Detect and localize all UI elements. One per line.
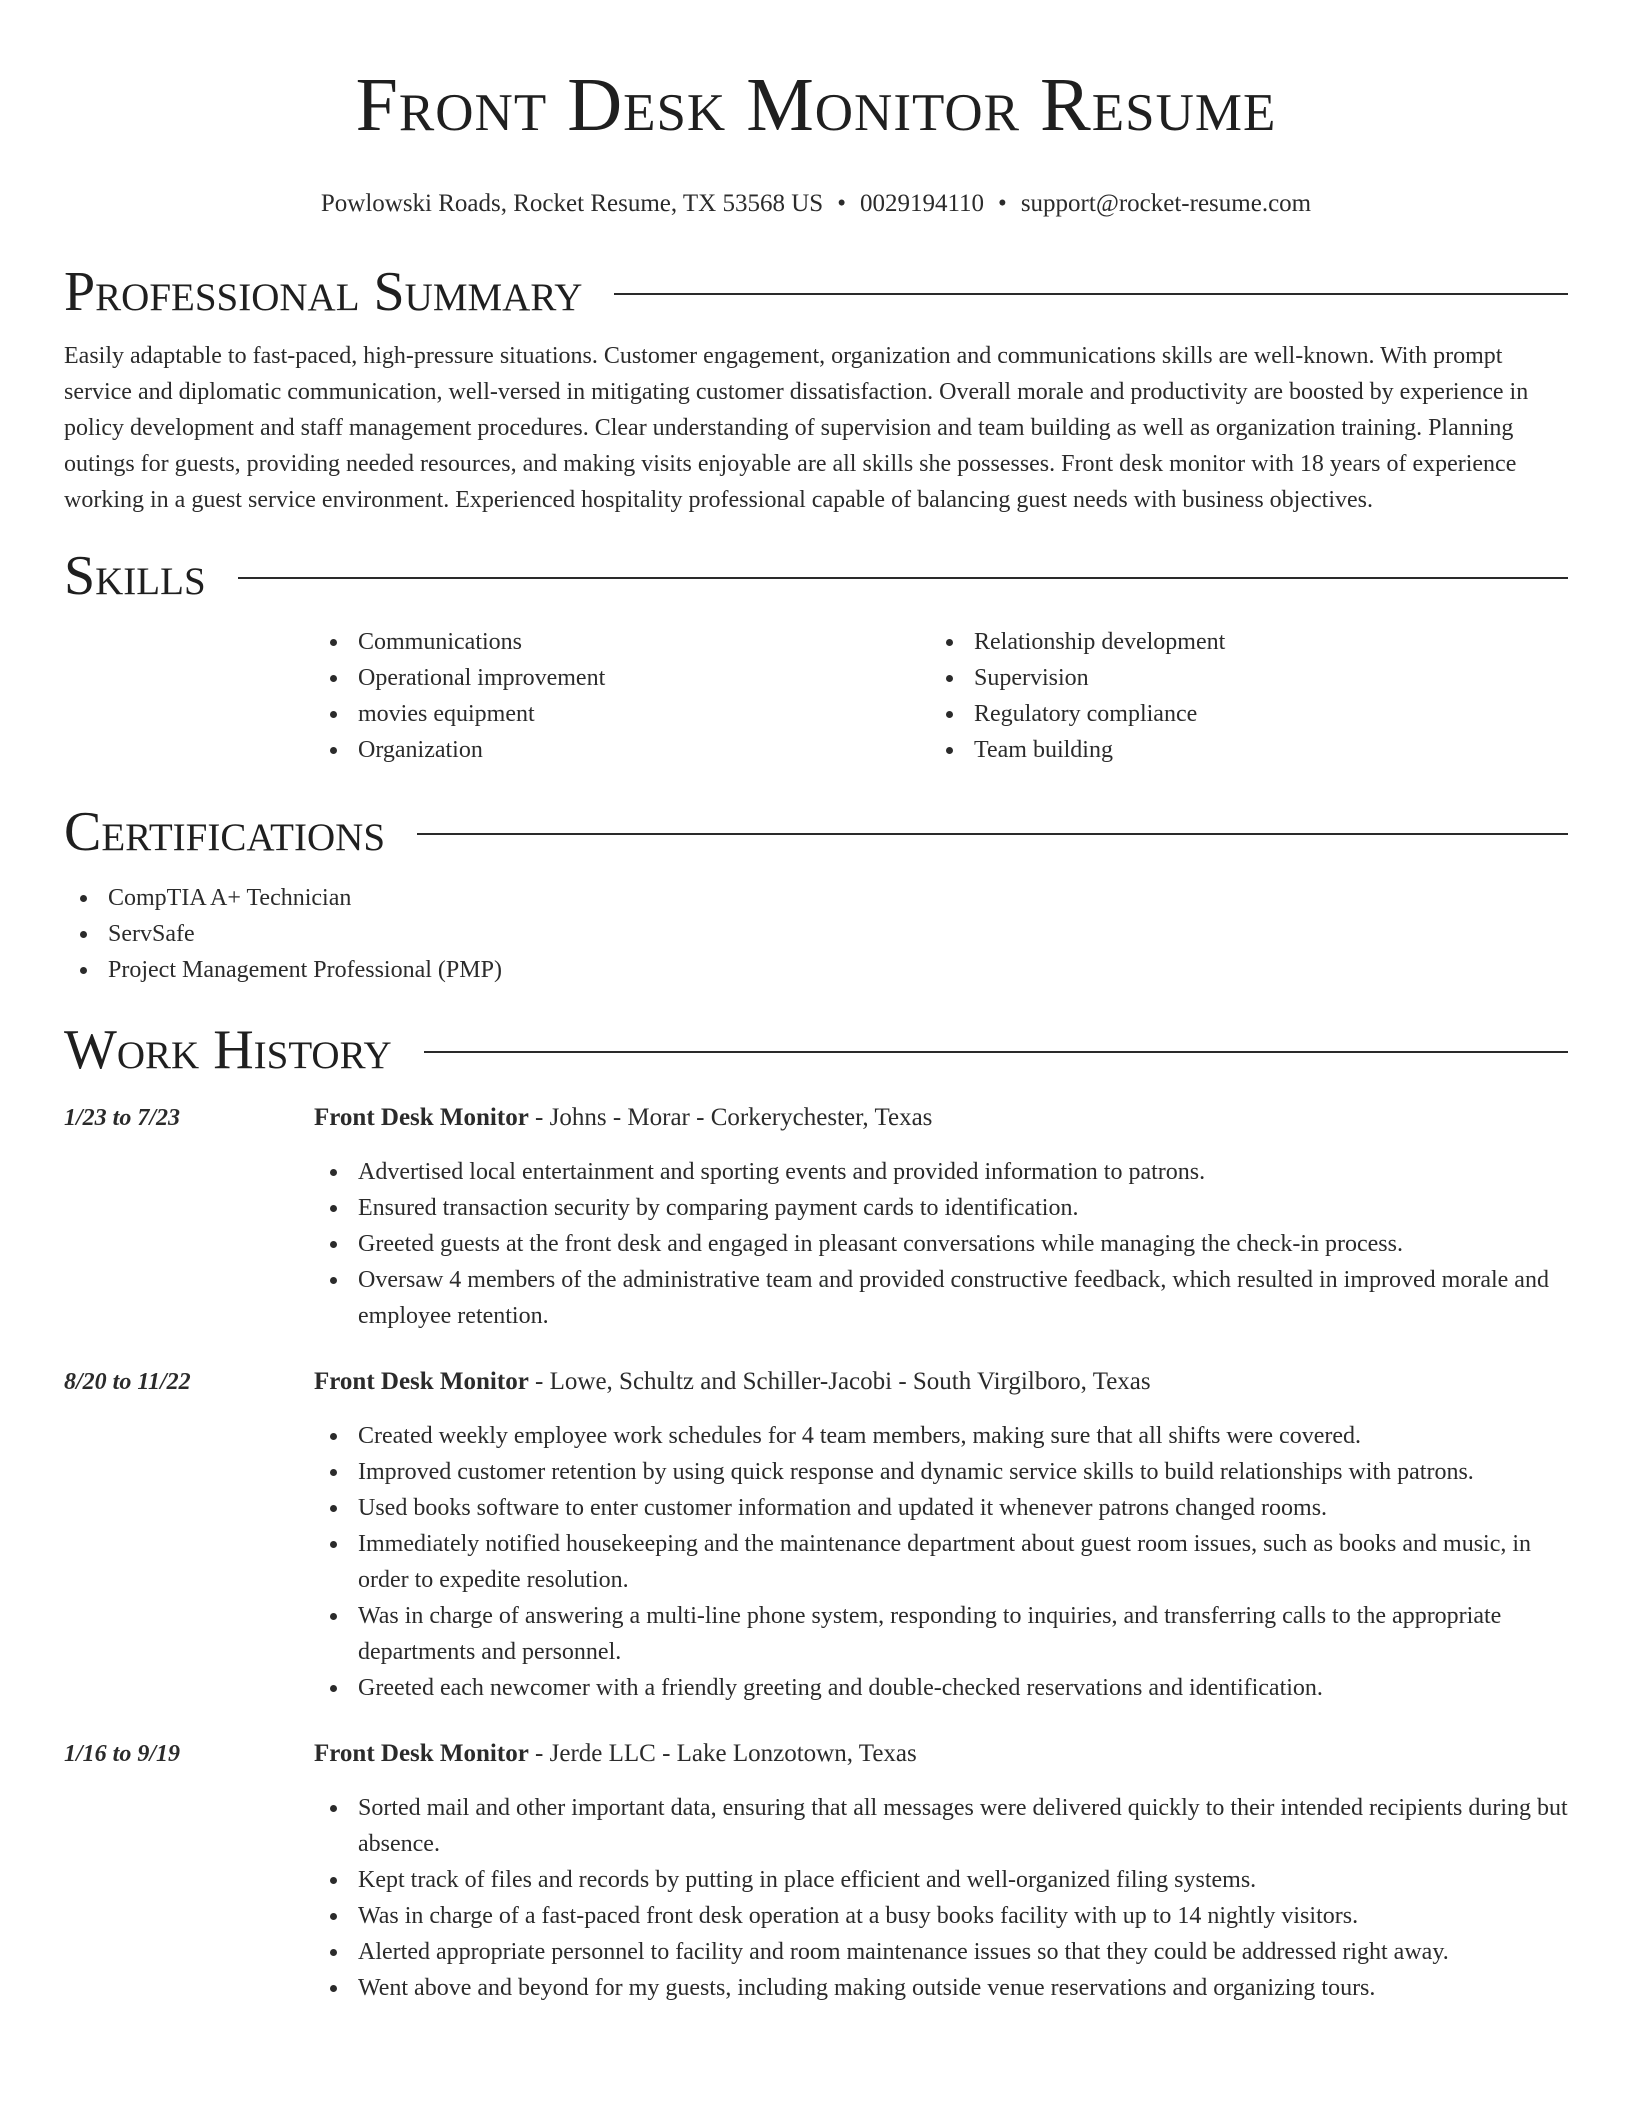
list-item: Improved customer retention by using quick response and dynamic service skills to build relationships with patrons. [314, 1454, 1568, 1490]
job-dates: 1/23 to 7/23 [64, 1105, 181, 1131]
job-bullets [314, 1154, 1568, 1334]
skills-column-right [930, 624, 1546, 768]
section-divider [417, 833, 1568, 835]
list-item: Ensured transaction security by comparing payment cards to identification. [314, 1190, 1568, 1226]
job-dates: 8/20 to 11/22 [64, 1369, 191, 1395]
job-body [314, 1100, 1568, 1334]
job-bullets [314, 1418, 1568, 1706]
section-divider [424, 1051, 1568, 1053]
phone: 0029194110 [859, 190, 985, 217]
separator: • [837, 190, 846, 217]
separator: • [998, 190, 1007, 217]
job-heading [314, 1364, 1568, 1400]
job-entry [64, 1364, 1568, 1706]
section-divider [238, 577, 1568, 579]
list-item: ServSafe [64, 916, 1568, 952]
list-item: Advertised local entertainment and sporting events and provided information to patrons. [314, 1154, 1568, 1190]
job-body [314, 1364, 1568, 1706]
section-title-skills: Skills [64, 545, 206, 607]
job-entry [64, 1100, 1568, 1334]
list-item: CompTIA A+ Technician [64, 880, 1568, 916]
job-details: - Johns - Morar - Corkerychester, Texas [528, 1104, 933, 1131]
list-item: Project Management Professional (PMP) [64, 952, 1568, 988]
job-heading [314, 1100, 1568, 1136]
list-item: Was in charge of a fast-paced front desk operation at a busy books facility with up to 14 nightly visitors. [314, 1898, 1568, 1934]
section-header-certifications [64, 800, 1568, 864]
list-item: Greeted each newcomer with a friendly greeting and double-checked reservations and identification. [314, 1670, 1568, 1706]
list-item: movies equipment [314, 696, 930, 732]
list-item: Relationship development [930, 624, 1546, 660]
job-entry [64, 1736, 1568, 2006]
email-link[interactable]: support@rocket-resume.com [1020, 190, 1312, 217]
job-bullets [314, 1790, 1568, 2006]
list-item: Was in charge of answering a multi-line phone system, responding to inquiries, and transferring calls to the appropriate departments and personnel. [314, 1598, 1568, 1670]
list-item: Created weekly employee work schedules for 4 team members, making sure that all shifts were covered. [314, 1418, 1568, 1454]
list-item: Operational improvement [314, 660, 930, 696]
list-item: Regulatory compliance [930, 696, 1546, 732]
list-item: Alerted appropriate personnel to facility and room maintenance issues so that they could be addressed right away. [314, 1934, 1568, 1970]
job-details: - Lowe, Schultz and Schiller-Jacobi - South Virgilboro, Texas [528, 1368, 1151, 1395]
address: Powlowski Roads, Rocket Resume, TX 53568 US [320, 190, 824, 217]
job-title: Front Desk Monitor [314, 1368, 529, 1395]
list-item: Supervision [930, 660, 1546, 696]
section-header-summary [64, 260, 1568, 324]
list-item: Communications [314, 624, 930, 660]
list-item: Team building [930, 732, 1546, 768]
section-header-work-history [64, 1018, 1568, 1082]
section-title-work-history: Work History [64, 1019, 392, 1081]
section-title-certifications: Certifications [64, 801, 386, 863]
list-item: Sorted mail and other important data, ensuring that all messages were delivered quickly to their intended recipients during but absence. [314, 1790, 1568, 1862]
job-title: Front Desk Monitor [314, 1104, 529, 1131]
summary-text: Easily adaptable to fast-paced, high-pressure situations. Customer engagement, organization and communications skills are well-known. With prompt service and diplomatic communication, well-versed in mitigating customer dissatisfaction. Overall morale and productivity are boosted by experience in policy development and staff management procedures. Clear understanding of supervision and team building as well as organization training. Planning outings for guests, providing needed resources, and making visits enjoyable are all skills she possesses. Front desk monitor with 18 years of experience working in a guest service environment. Experienced hospitality professional capable of balancing guest needs with business objectives. [64, 343, 1529, 513]
list-item: Immediately notified housekeeping and the maintenance department about guest room issues, such as books and music, in order to expedite resolution. [314, 1526, 1568, 1598]
list-item: Used books software to enter customer information and updated it whenever patrons changed rooms. [314, 1490, 1568, 1526]
list-item: Kept track of files and records by putting in place efficient and well-organized filing systems. [314, 1862, 1568, 1898]
list-item: Went above and beyond for my guests, including making outside venue reservations and organizing tours. [314, 1970, 1568, 2006]
job-heading [314, 1736, 1568, 1772]
certifications-list [64, 880, 1568, 988]
contact-line [64, 188, 1568, 220]
job-details: - Jerde LLC - Lake Lonzotown, Texas [528, 1740, 917, 1767]
list-item: Organization [314, 732, 930, 768]
job-title: Front Desk Monitor [314, 1740, 529, 1767]
skills-list [314, 624, 1568, 768]
section-title-summary: Professional Summary [64, 261, 583, 323]
section-header-skills [64, 544, 1568, 608]
page-title: Front Desk Monitor Resume [355, 63, 1277, 147]
section-divider [614, 293, 1568, 295]
job-dates: 1/16 to 9/19 [64, 1741, 181, 1767]
skills-column-left [314, 624, 930, 768]
job-body [314, 1736, 1568, 2006]
list-item: Oversaw 4 members of the administrative team and provided constructive feedback, which resulted in improved morale and employee retention. [314, 1262, 1568, 1334]
list-item: Greeted guests at the front desk and engaged in pleasant conversations while managing the check-in process. [314, 1226, 1568, 1262]
